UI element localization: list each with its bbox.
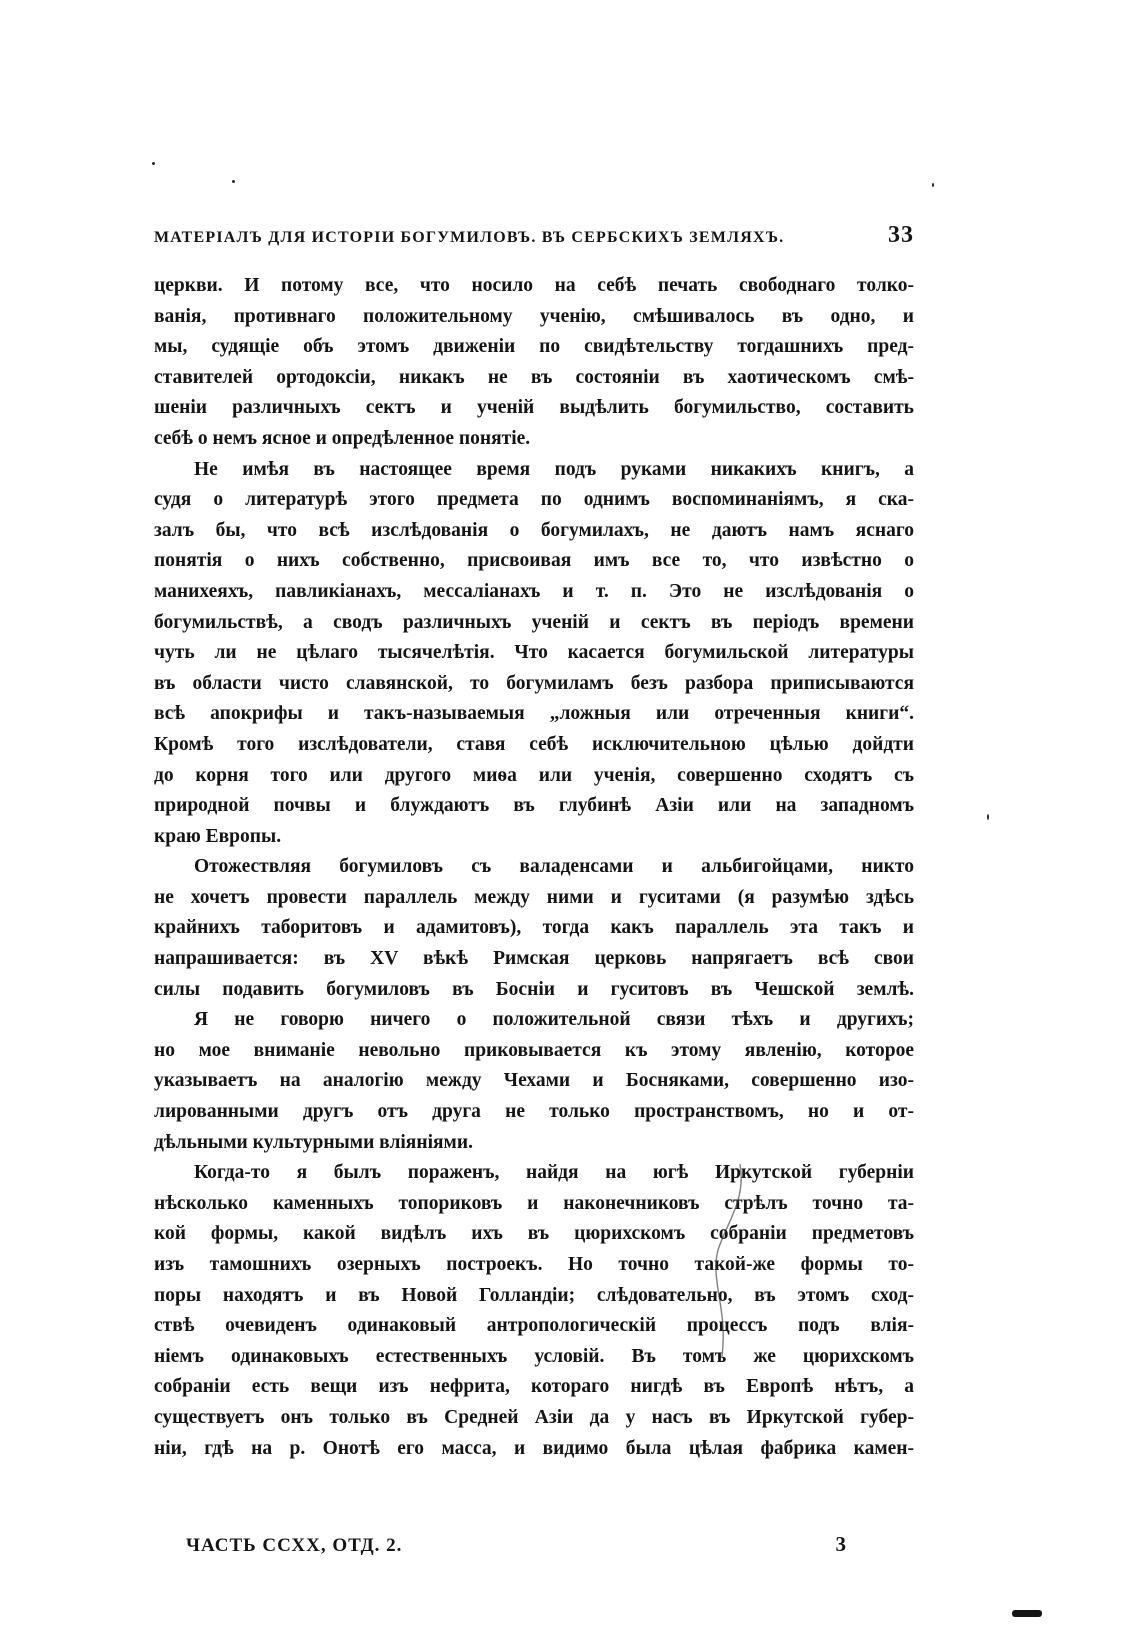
text-line: чуть ли не цѣлаго тысячелѣтія. Что касается богумильской литературы (154, 642, 914, 664)
pencil-annotation-mark (688, 1160, 768, 1360)
text-line: изъ тамошнихъ озерныхъ построекъ. Но точно такой-же формы то- (154, 1254, 914, 1275)
text-line: въ области чисто славянской, то богумиламъ безъ разбора приписываются (154, 672, 914, 694)
text-line: ніи, гдѣ на р. Онотѣ его масса, и видимо была цѣлая фабрика камен- (154, 1437, 914, 1459)
text-line: силы подавить богумиловъ въ Босніи и гуситовъ въ Чешской землѣ. (154, 978, 914, 1000)
text-line: шеніи различныхъ сектъ и ученій выдѣлить богумильство, составить (154, 397, 914, 419)
text-line: крайнихъ таборитовъ и адамитовъ), тогда какъ параллель эта такъ и (154, 917, 914, 939)
text-line: природной почвы и блуждаютъ въ глубинѣ Азіи или на западномъ (154, 795, 914, 817)
ink-speck (987, 814, 989, 820)
text-line: кой формы, какой видѣлъ ихъ въ цюрихскомъ собраніи предметовъ (154, 1223, 914, 1245)
text-line: до корня того или другого миѳа или ученія, совершенно сходятъ съ (154, 764, 914, 786)
running-title: МАТЕРІАЛЪ ДЛЯ ИСТОРІИ БОГУМИЛОВЪ. ВЪ СЕРБСКИХЪ ЗЕМЛЯХЪ. (154, 229, 785, 246)
text-line: ванія, противнаго положительному ученію, смѣшивалось въ одно, и (154, 305, 914, 327)
text-line: манихеяхъ, павликіанахъ, мессаліанахъ и т. п. Это не изслѣдованія о (154, 580, 914, 602)
paragraph-start-line: Когда-то я былъ пораженъ, найдя на югѣ Иркутской губерніи (194, 1162, 914, 1184)
text-line: всѣ апокрифы и такъ-называемыя „ложныя или отреченныя книги“. (154, 703, 914, 725)
page-number: 33 (888, 222, 914, 248)
signature-number: 3 (835, 1532, 846, 1556)
text-line: но мое вниманіе невольно приковывается къ этому явленію, которое (154, 1039, 914, 1061)
paragraph-end-line: краю Европы. (154, 825, 282, 847)
text-line: залъ бы, что всѣ изслѣдованія о богумилахъ, не даютъ намъ яснаго (154, 519, 914, 541)
margin-dash-mark (1012, 1610, 1042, 1617)
text-line: нѣсколько каменныхъ топориковъ и наконечниковъ стрѣлъ точно та- (154, 1192, 914, 1214)
text-line: существуетъ онъ только въ Средней Азіи да у насъ въ Иркутской губер- (154, 1406, 914, 1428)
text-line: указываетъ на аналогію между Чехами и Босняками, совершенно изо- (154, 1070, 914, 1092)
paragraph-start-line: Я не говорю ничего о положительной связи тѣхъ и другихъ; (194, 1009, 914, 1031)
page-footer (186, 1532, 846, 1557)
paragraph-start-line: Не имѣя въ настоящее время подъ руками никакихъ книгъ, а (194, 458, 914, 480)
text-line: ставителей ортодоксіи, никакъ не въ состояніи въ хаотическомъ смѣ- (154, 366, 914, 388)
text-line: церкви. И потому все, что носило на себѣ печать свободнаго толко- (154, 275, 914, 296)
text-line: Кромѣ того изслѣдователи, ставя себѣ исключительною цѣлью дойдти (154, 733, 914, 755)
paragraph-start-line: Отожествляя богумиловъ съ валаденсами и альбигойцами, никто (194, 856, 914, 878)
text-line: собраніи есть вещи изъ нефрита, котораго нигдѣ въ Европѣ нѣтъ, а (154, 1376, 914, 1398)
ink-speck (232, 180, 235, 183)
text-line: ніемъ одинаковыхъ естественныхъ условій. Въ томъ же цюрихскомъ (154, 1345, 914, 1367)
body-text (154, 271, 914, 1464)
text-line: лированными другъ отъ друга не только пространствомъ, но и от- (154, 1101, 914, 1123)
ink-speck (932, 183, 934, 187)
text-line: понятія о нихъ собственно, присвоивая имъ все то, что извѣстно о (154, 550, 914, 572)
paragraph-end-line: дѣльными культурными вліяніями. (154, 1131, 473, 1153)
text-line: богумильствѣ, а сводъ различныхъ ученій и сектъ въ періодъ времени (154, 611, 914, 633)
running-head (154, 222, 914, 258)
signature-label: ЧАСТЬ ССХХ, ОТД. 2. (186, 1535, 403, 1556)
text-line: поры находятъ и въ Новой Голландіи; слѣдовательно, въ этомъ сход- (154, 1284, 914, 1306)
text-line: мы, судящіе объ этомъ движеніи по свидѣтельству тогдашнихъ пред- (154, 336, 914, 358)
ink-speck (152, 162, 155, 165)
text-line: напрашивается: въ XV вѣкѣ Римская церковь напрягаетъ всѣ свои (154, 948, 914, 970)
paragraph-end-line: себѣ о немъ ясное и опредѣленное понятіе. (154, 427, 531, 449)
text-line: ствѣ очевиденъ одинаковый антропологическій процессъ подъ влія- (154, 1315, 914, 1337)
text-line: судя о литературѣ этого предмета по однимъ воспоминаніямъ, я ска- (154, 489, 914, 511)
text-line: не хочетъ провести параллель между ними и гуситами (я разумѣю здѣсь (154, 886, 914, 908)
